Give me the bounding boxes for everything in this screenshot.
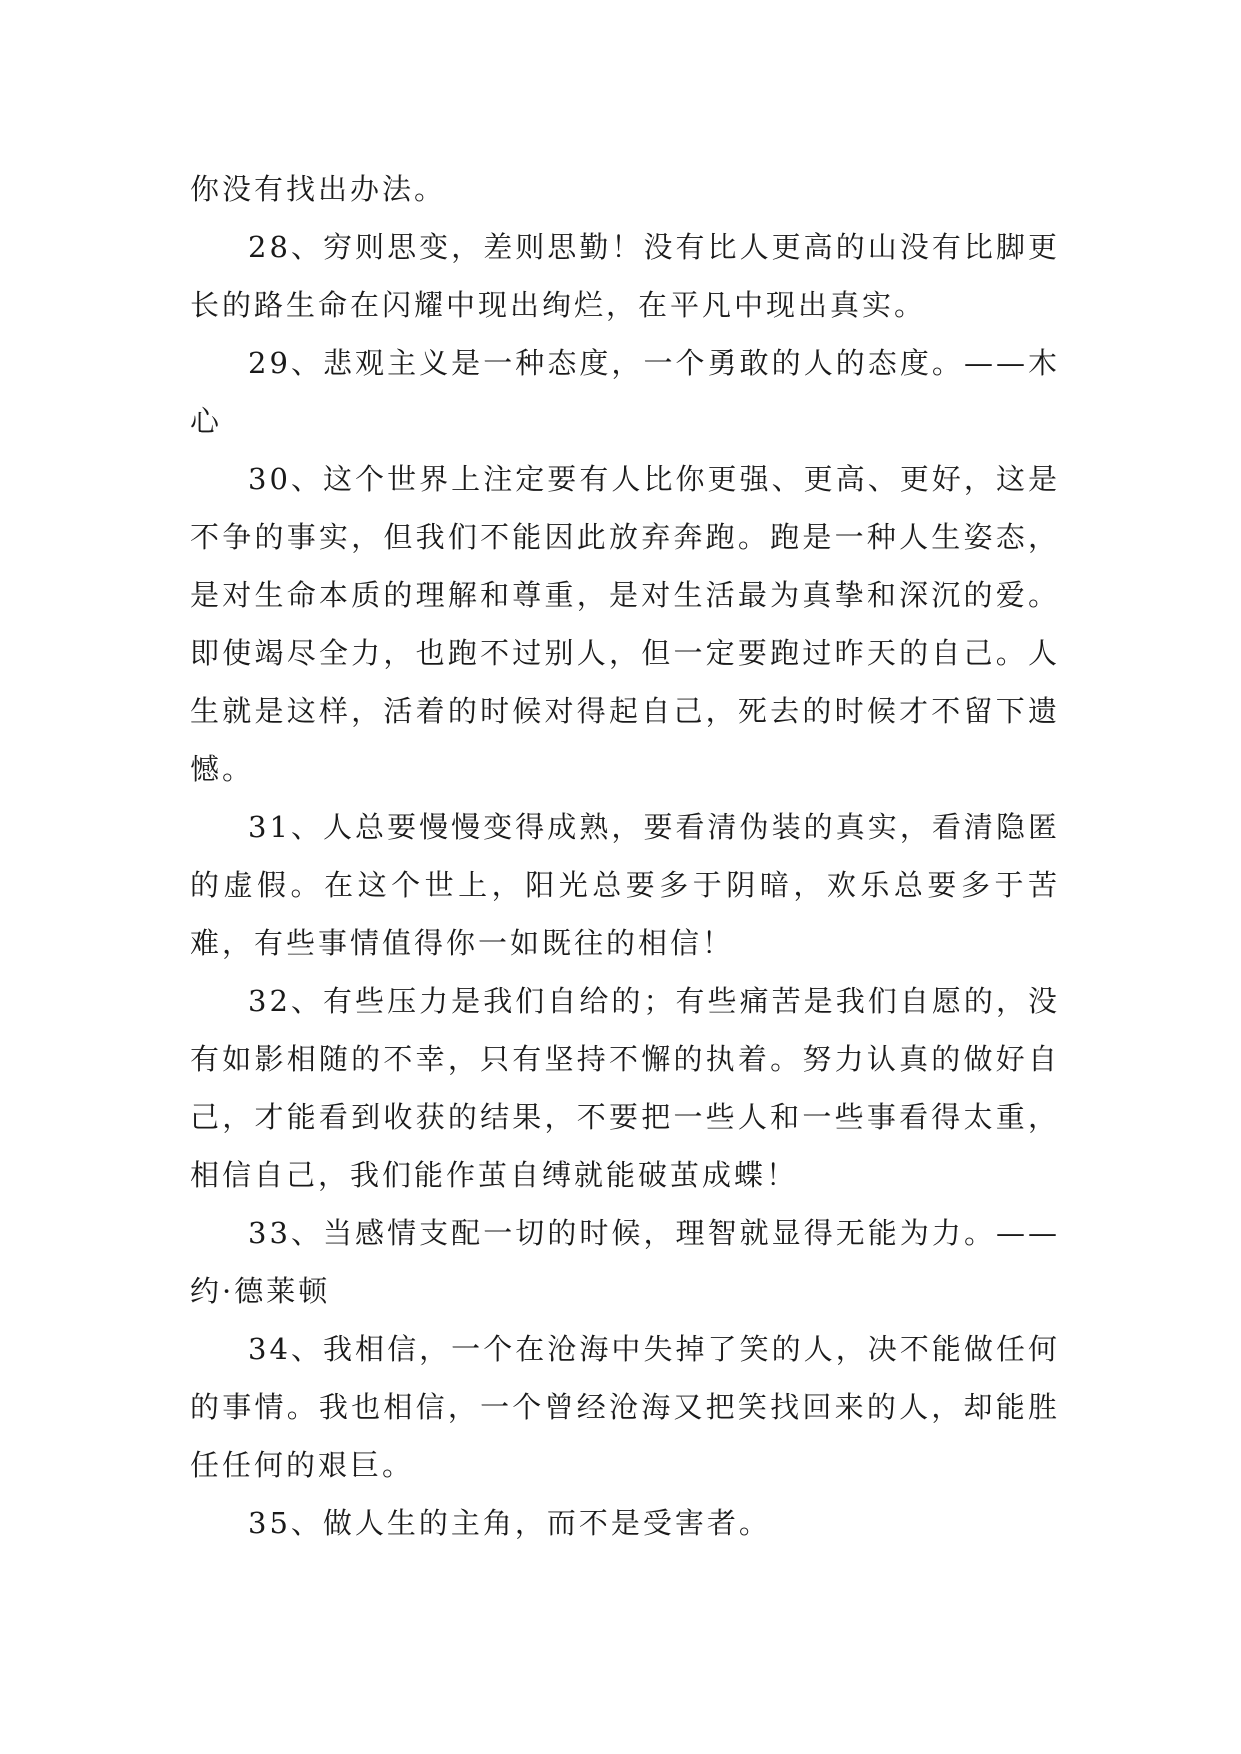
paragraph-33: 33、当感情支配一切的时候，理智就显得无能为力。——约·德莱顿 — [190, 1216, 1060, 1308]
document-body — [190, 160, 1060, 1552]
paragraph-29: 29、悲观主义是一种态度，一个勇敢的人的态度。——木心 — [190, 346, 1060, 438]
paragraph-continuation: 你没有找出办法。 — [190, 172, 447, 206]
paragraph-31: 31、人总要慢慢变得成熟，要看清伪装的真实，看清隐匿的虚假。在这个世上，阳光总要多于阴暗，欢乐总要多于苦难，有些事情值得你一如既往的相信！ — [190, 810, 1060, 960]
paragraph-35: 35、做人生的主角，而不是受害者。 — [248, 1506, 771, 1540]
paragraph-28: 28、穷则思变，差则思勤！没有比人更高的山没有比脚更长的路生命在闪耀中现出绚烂，在平凡中现出真实。 — [190, 230, 1060, 322]
paragraph-30: 30、这个世界上注定要有人比你更强、更高、更好，这是不争的事实，但我们不能因此放弃奔跑。跑是一种人生姿态，是对生命本质的理解和尊重，是对生活最为真挚和深沉的爱。即使竭尽全力，也跑不过别人，但一定要跑过昨天的自己。人生就是这样，活着的时候对得起自己，死去的时候才不留下遗憾。 — [190, 462, 1060, 786]
paragraph-34: 34、我相信，一个在沧海中失掉了笑的人，决不能做任何的事情。我也相信，一个曾经沧海又把笑找回来的人，却能胜任任何的艰巨。 — [190, 1332, 1060, 1482]
paragraph-32: 32、有些压力是我们自给的；有些痛苦是我们自愿的，没有如影相随的不幸，只有坚持不懈的执着。努力认真的做好自己，才能看到收获的结果，不要把一些人和一些事看得太重，相信自己，我们能作茧自缚就能破茧成蝶！ — [190, 984, 1060, 1192]
